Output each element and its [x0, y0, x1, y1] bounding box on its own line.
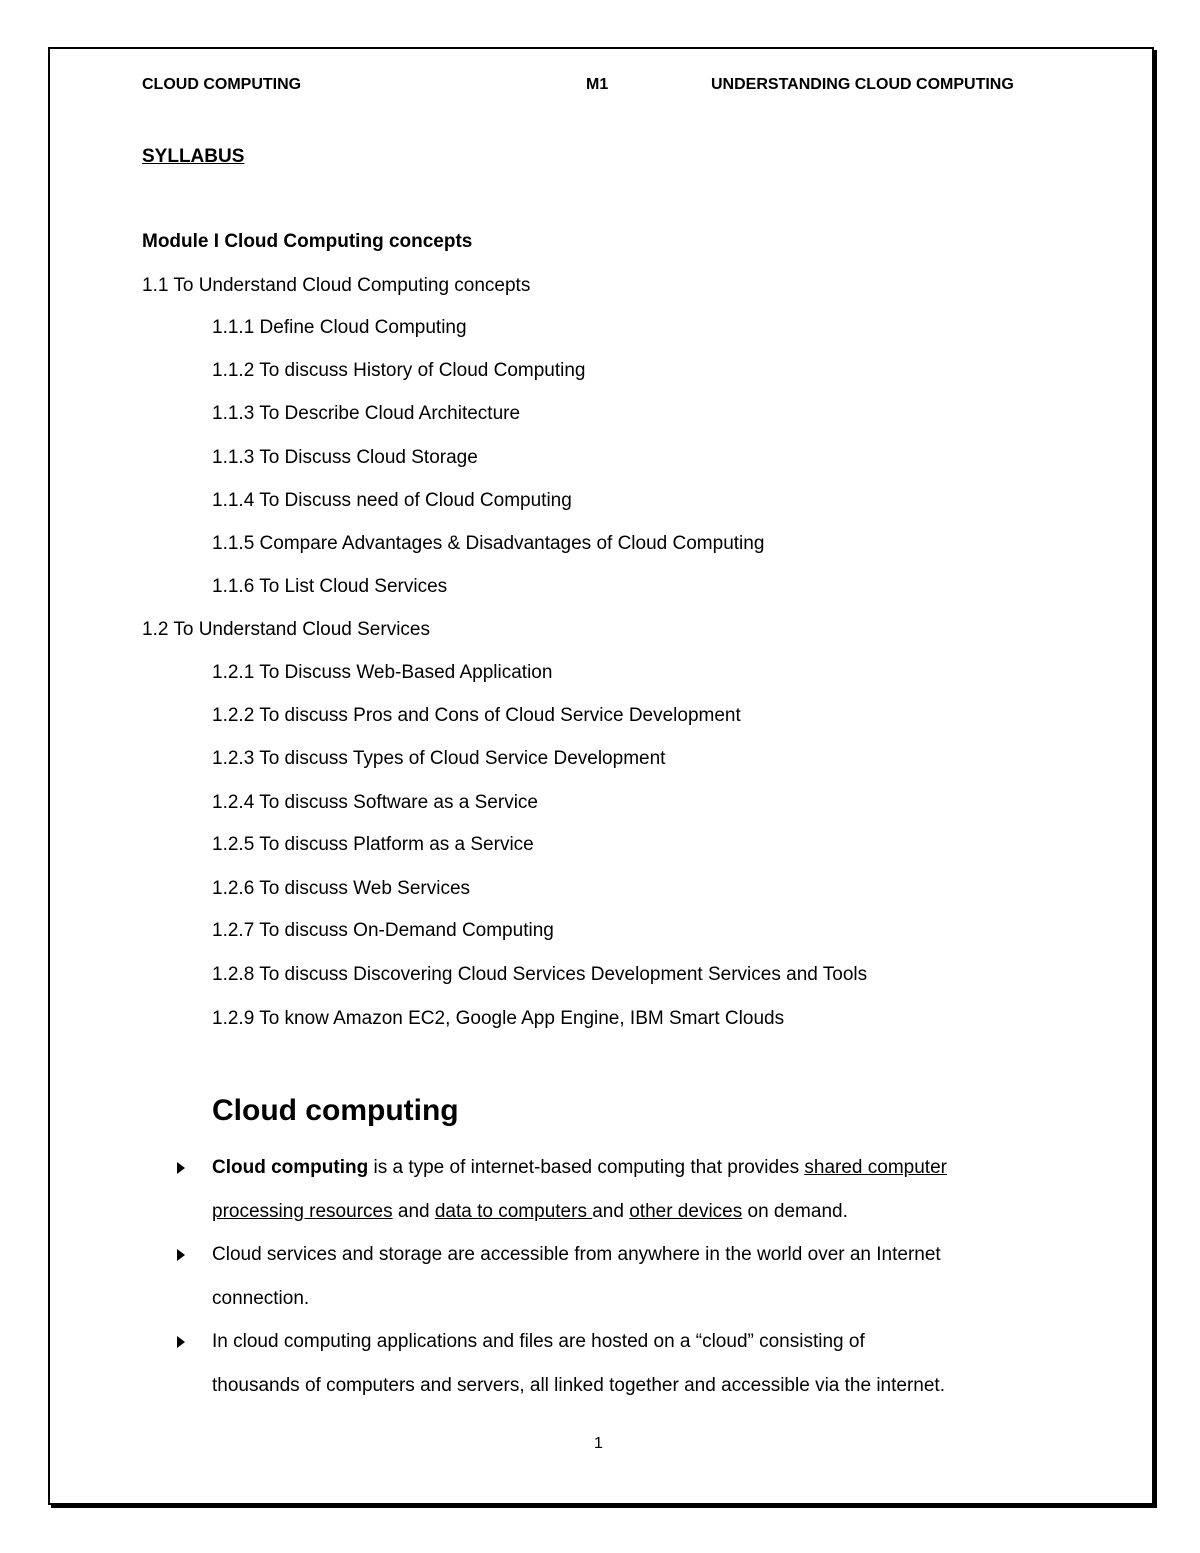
bullet-term: Cloud computing	[212, 1157, 369, 1178]
toc-item: 1.2.5 To discuss Platform as a Service	[212, 834, 534, 855]
toc-item: 1.2.2 To discuss Pros and Cons of Cloud Service Development	[212, 705, 741, 726]
bullet-arrow-icon	[177, 1249, 185, 1261]
header-module-code: M1	[586, 76, 609, 93]
toc-item: 1.2.6 To discuss Web Services	[212, 878, 471, 899]
bullet-text: and	[392, 1201, 435, 1222]
bullet-2-line-2: connection.	[212, 1288, 310, 1309]
toc-item: 1.1.5 Compare Advantages & Disadvantages of Cloud Computing	[212, 533, 765, 554]
toc-item: 1.1.1 Define Cloud Computing	[212, 317, 467, 338]
bullet-text: is a type of internet-based computing that provides	[368, 1157, 805, 1178]
toc-item: 1.2 To Understand Cloud Services	[142, 619, 430, 640]
page-border	[48, 47, 1154, 1505]
bullet-1-line-2	[212, 1201, 848, 1223]
bullet-link-processing-resources: processing resources	[212, 1201, 393, 1222]
toc-item: 1.1.3 To Describe Cloud Architecture	[212, 403, 521, 424]
bullet-arrow-icon	[177, 1336, 185, 1348]
toc-item: 1.2.3 To discuss Types of Cloud Service Development	[212, 748, 666, 769]
bullet-3-line-1: In cloud computing applications and files are hosted on a “cloud” consisting of	[212, 1331, 865, 1352]
toc-item: 1.2.9 To know Amazon EC2, Google App Engine, IBM Smart Clouds	[212, 1008, 785, 1029]
toc-item: 1.1.3 To Discuss Cloud Storage	[212, 447, 478, 468]
toc-item: 1.2.4 To discuss Software as a Service	[212, 792, 538, 813]
toc-item: 1.2.8 To discuss Discovering Cloud Services Development Services and Tools	[212, 964, 868, 985]
toc-item: 1.1.6 To List Cloud Services	[212, 576, 448, 597]
bullet-link-shared-computer: shared computer	[804, 1157, 947, 1178]
syllabus-label: SYLLABUS	[142, 146, 245, 167]
bullet-3-line-2: thousands of computers and servers, all linked together and accessible via the internet.	[212, 1375, 945, 1396]
toc-item: 1.1.2 To discuss History of Cloud Computing	[212, 360, 586, 381]
section-heading: Cloud computing	[212, 1094, 459, 1127]
bullet-link-data-to-computers: data to computers	[434, 1201, 593, 1222]
bullet-arrow-icon	[177, 1162, 185, 1174]
page-number: 1	[594, 1435, 603, 1452]
bullet-link-other-devices: other devices	[629, 1201, 743, 1222]
header-right: UNDERSTANDING CLOUD COMPUTING	[711, 76, 1014, 93]
toc-item: 1.2.1 To Discuss Web-Based Application	[212, 662, 553, 683]
bullet-text: and	[592, 1201, 630, 1222]
toc-item: 1.2.7 To discuss On-Demand Computing	[212, 920, 554, 941]
bullet-text: on demand.	[742, 1201, 848, 1222]
bullet-1-line-1	[212, 1157, 947, 1179]
header-left: CLOUD COMPUTING	[142, 76, 302, 93]
module-title: Module I Cloud Computing concepts	[142, 231, 473, 252]
toc-item: 1.1 To Understand Cloud Computing concepts	[142, 275, 531, 296]
toc-item: 1.1.4 To Discuss need of Cloud Computing	[212, 490, 572, 511]
bullet-2-line-1: Cloud services and storage are accessible from anywhere in the world over an Internet	[212, 1244, 941, 1265]
